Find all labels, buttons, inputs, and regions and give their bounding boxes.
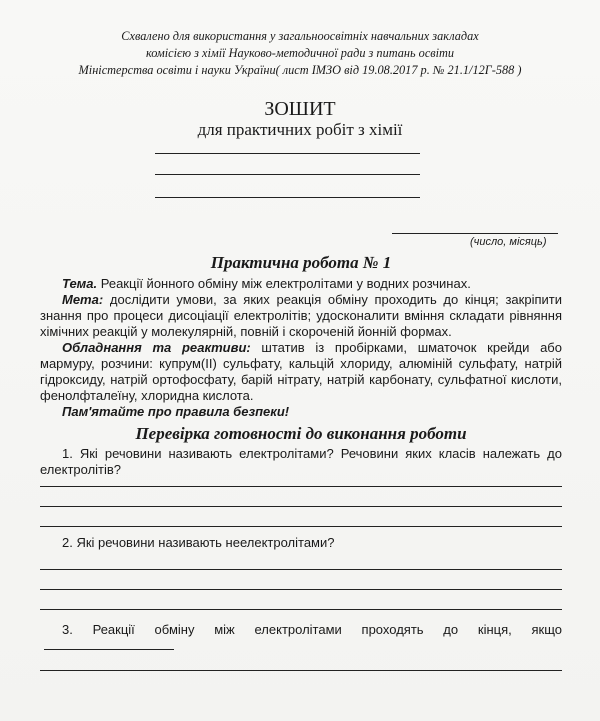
equipment-label: Обладнання та реактиви: [62,340,251,355]
question-text: 1. Які речовини називають електролітами? Речовини яких класів належать до електролітів? [40,446,562,477]
answer-line[interactable] [40,609,562,610]
answer-line[interactable] [40,486,562,487]
approval-line: Схвалено для використання у загальноосвітніх навчальних закладах [121,29,479,43]
safety-note: Пам'ятайте про правила безпеки! [62,404,290,419]
answer-line[interactable] [44,649,174,650]
question-text: 2. Які речовини називають неелектролітами? [62,535,335,550]
approval-line: Міністерства освіти і науки України( лист ІМЗО від 19.08.2017 р. № 21.1/12Г-588 ) [78,63,522,77]
question-text: 3. Реакції обміну між електролітами проходять до кінця, якщо [62,622,562,637]
notebook-subtitle: для практичних робіт з хімії [197,120,403,139]
goal-label: Мета: [62,292,104,307]
question-3 [40,622,562,654]
date-label: (число, місяць) [470,236,547,248]
work-description [40,276,562,420]
answer-line[interactable] [40,589,562,590]
approval-note [0,28,600,79]
answer-line[interactable] [40,569,562,570]
topic-text: Реакції йонного обміну між електролітами у водних розчинах. [97,276,471,291]
work-title: Практична робота № 1 [210,253,392,272]
work-content [40,253,562,671]
date-line[interactable] [392,233,558,234]
answer-line[interactable] [40,526,562,527]
name-line[interactable] [155,174,420,175]
approval-line: комісією з хімії Науково-методичної ради з питань освіти [145,46,455,60]
question-2 [40,535,562,551]
topic-label: Тема. [62,276,98,291]
question-1 [40,446,562,478]
goal-text: дослідити умови, за яких реакція обміну проходить до кінця; закріпити знання про процеси дисоціації електролітів; удосконалити вміння складати рівняння хімічних реакцій у молекулярній, повній і скороченій йонній формах. [40,292,562,339]
notebook-title: ЗОШИТ [264,98,336,120]
name-line[interactable] [155,153,420,154]
readiness-title: Перевірка готовності до виконання роботи [135,424,467,443]
answer-line[interactable] [40,506,562,507]
name-line[interactable] [155,197,420,198]
equipment-text: штатив із пробірками, шматочок крейди або мармуру, розчини: купрум(II) сульфату, кальцій хлориду, алюміній сульфату, натрій гідроксиду, натрій ортофосфату, барій нітрату, натрій карбонату, сульфатної кислоти, фенолфталеїну, хлоридна кислота. [40,340,562,403]
answer-line[interactable] [40,670,562,671]
